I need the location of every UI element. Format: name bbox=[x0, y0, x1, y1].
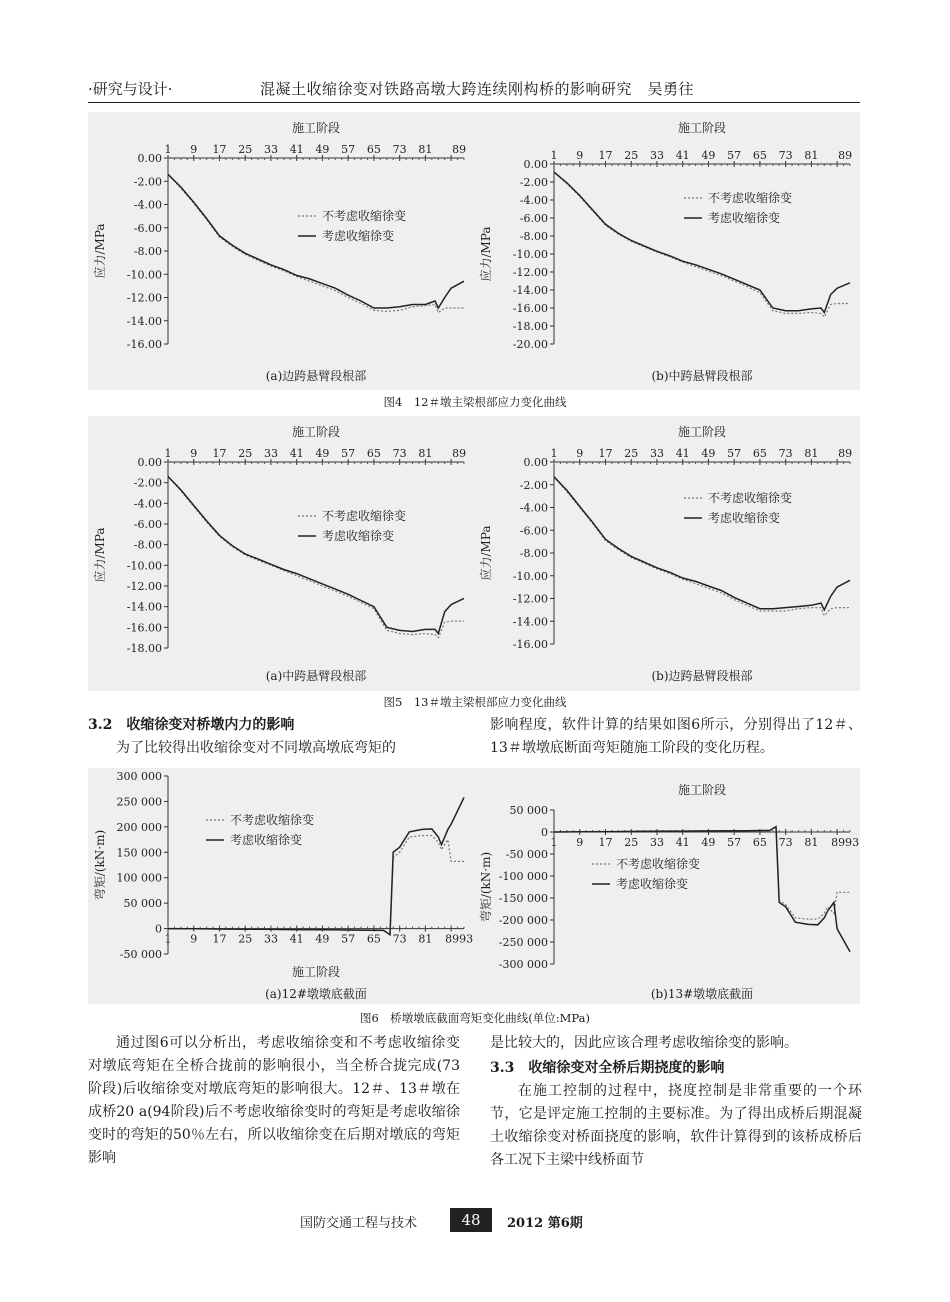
section-3-2-para2-end: 是比较大的，因此应该合理考虑收缩徐变的影响。 bbox=[490, 1035, 798, 1051]
y-tick-label: -4.00 bbox=[519, 194, 548, 207]
y-tick-label: -16.00 bbox=[512, 302, 548, 315]
x-tick-label: 33 bbox=[263, 932, 278, 946]
legend-no-shrink-label: 不考虑收缩徐变 bbox=[322, 509, 407, 523]
legend-shrink-label: 考虑收缩徐变 bbox=[322, 529, 395, 543]
x-tick-label: 17 bbox=[598, 836, 613, 849]
y-tick-label: -12.00 bbox=[126, 291, 162, 305]
y-tick-label: -10.00 bbox=[512, 569, 548, 583]
figure4-caption: 图4 12＃墩主梁根部应力变化曲线 bbox=[383, 395, 567, 409]
y-axis-label: 应力/MPa bbox=[479, 226, 493, 282]
series-shrink-line bbox=[168, 174, 464, 308]
x-tick-label: 73 bbox=[778, 149, 793, 162]
x-tick-label: 73 bbox=[392, 143, 407, 156]
legend-shrink-label: 考虑收缩徐变 bbox=[708, 211, 781, 225]
subfigure-caption: (a)中跨悬臂段根部 bbox=[265, 669, 367, 683]
figure4b-chart bbox=[474, 112, 860, 390]
x-tick-label: 49 bbox=[701, 149, 716, 162]
x-tick-label: 41 bbox=[675, 149, 690, 162]
y-tick-label: -16.00 bbox=[126, 338, 162, 351]
x-tick-label: 17 bbox=[212, 447, 227, 460]
legend-shrink-label: 考虑收缩徐变 bbox=[322, 229, 395, 243]
y-tick-label: 200 000 bbox=[116, 820, 162, 834]
figure4a-chart bbox=[88, 112, 474, 390]
x-tick-label: 73 bbox=[778, 836, 793, 849]
x-tick-label: 25 bbox=[238, 143, 253, 156]
y-tick-label: -100 000 bbox=[498, 870, 548, 883]
x-axis-label: 施工阶段 bbox=[677, 783, 727, 797]
x-tick-label: 17 bbox=[598, 149, 613, 162]
figure4-panel bbox=[88, 112, 860, 390]
x-tick-label: 73 bbox=[392, 447, 407, 460]
legend-no-shrink-label: 不考虑收缩徐变 bbox=[322, 209, 407, 223]
x-axis-label: 施工阶段 bbox=[291, 425, 341, 439]
x-tick-label: 73 bbox=[778, 447, 793, 460]
running-header bbox=[88, 78, 858, 102]
y-tick-label: -14.00 bbox=[126, 600, 162, 614]
x-tick-label: 89 bbox=[838, 447, 853, 460]
y-tick-label: -16.00 bbox=[126, 621, 162, 635]
x-tick-label: 1 bbox=[164, 932, 172, 946]
figure5-panel bbox=[88, 416, 860, 691]
x-tick-label: 25 bbox=[238, 447, 253, 460]
x-tick-label: 8993 bbox=[831, 836, 860, 849]
legend-shrink-label: 考虑收缩徐变 bbox=[708, 511, 781, 525]
y-tick-label: -2.00 bbox=[133, 175, 162, 189]
section-3-2-title: 3.2 收缩徐变对桥墩内力的影响 bbox=[88, 717, 295, 733]
y-tick-label: -10.00 bbox=[512, 248, 548, 261]
x-tick-label: 17 bbox=[212, 932, 227, 946]
x-tick-label: 8993 bbox=[445, 932, 474, 946]
y-tick-label: 0 bbox=[541, 826, 548, 839]
y-tick-label: -300 000 bbox=[498, 958, 548, 971]
y-tick-label: -4.00 bbox=[133, 198, 162, 212]
x-tick-label: 49 bbox=[315, 447, 330, 460]
y-tick-label: -6.00 bbox=[133, 518, 162, 531]
x-tick-label: 81 bbox=[804, 149, 819, 162]
y-tick-label: 250 000 bbox=[116, 795, 162, 809]
x-tick-label: 73 bbox=[392, 932, 407, 946]
x-axis-label: 施工阶段 bbox=[677, 121, 727, 135]
legend-shrink-label: 考虑收缩徐变 bbox=[616, 877, 689, 891]
x-tick-label: 57 bbox=[727, 836, 742, 849]
figure5-caption: 图5 13＃墩主梁根部应力变化曲线 bbox=[383, 695, 567, 709]
section-3-2-para1-a: 为了比较得出收缩徐变对不同墩高墩底弯矩的 bbox=[116, 740, 396, 756]
subfigure-caption: (a)12#墩墩底截面 bbox=[265, 987, 367, 1001]
x-tick-label: 81 bbox=[418, 932, 433, 946]
series-shrink-line bbox=[554, 477, 850, 610]
y-tick-label: -6.00 bbox=[519, 212, 548, 225]
x-tick-label: 33 bbox=[649, 447, 664, 460]
subfigure-caption: (a)边跨悬臂段根部 bbox=[265, 369, 367, 383]
legend-no-shrink-label: 不考虑收缩徐变 bbox=[616, 857, 701, 871]
y-axis-label: 应力/MPa bbox=[93, 527, 107, 583]
x-tick-label: 57 bbox=[341, 447, 356, 460]
y-tick-label: -8.00 bbox=[133, 538, 162, 552]
y-tick-label: 0 bbox=[155, 922, 162, 936]
x-tick-label: 9 bbox=[190, 143, 198, 156]
x-tick-label: 9 bbox=[576, 447, 584, 460]
y-tick-label: -20.00 bbox=[512, 338, 548, 351]
y-tick-label: -250 000 bbox=[498, 936, 548, 949]
y-tick-label: -12.00 bbox=[126, 580, 162, 593]
x-tick-label: 81 bbox=[418, 143, 433, 156]
section-3-2-para1-b: 影响程度，软件计算的结果如图6所示，分别得出了12＃、13＃墩墩底断面弯矩随施工阶段的变化历程。 bbox=[490, 717, 862, 756]
x-tick-label: 41 bbox=[289, 932, 304, 946]
x-tick-label: 1 bbox=[164, 447, 172, 460]
x-tick-label: 33 bbox=[649, 149, 664, 162]
y-tick-label: -4.00 bbox=[133, 497, 162, 511]
x-tick-label: 49 bbox=[315, 932, 330, 946]
y-tick-label: -18.00 bbox=[126, 642, 162, 655]
footer-journal: 国防交通工程与技术 bbox=[300, 1216, 418, 1231]
y-tick-label: 50 000 bbox=[509, 804, 548, 817]
x-tick-label: 57 bbox=[341, 932, 356, 946]
y-tick-label: -14.00 bbox=[512, 284, 548, 297]
y-tick-label: 100 000 bbox=[116, 871, 162, 885]
x-tick-label: 49 bbox=[701, 447, 716, 460]
x-tick-label: 41 bbox=[289, 143, 304, 156]
x-axis-label: 施工阶段 bbox=[291, 121, 341, 135]
x-tick-label: 25 bbox=[624, 836, 639, 849]
header-rule bbox=[88, 102, 860, 103]
y-tick-label: 0.00 bbox=[523, 158, 548, 171]
subfigure-caption: (b)13#墩墩底截面 bbox=[650, 987, 754, 1001]
x-tick-label: 33 bbox=[263, 143, 278, 156]
x-axis-label: 施工阶段 bbox=[291, 965, 341, 979]
y-tick-label: -2.00 bbox=[133, 476, 162, 490]
x-tick-label: 81 bbox=[804, 447, 819, 460]
x-tick-label: 1 bbox=[550, 836, 558, 849]
x-tick-label: 65 bbox=[752, 447, 767, 460]
y-tick-label: -12.00 bbox=[512, 266, 548, 279]
x-tick-label: 17 bbox=[212, 143, 227, 156]
x-tick-label: 41 bbox=[675, 836, 690, 849]
y-tick-label: -4.00 bbox=[519, 501, 548, 515]
series-no-shrink-line bbox=[554, 172, 850, 317]
y-axis-label: 应力/MPa bbox=[479, 525, 493, 581]
x-tick-label: 89 bbox=[452, 143, 467, 156]
y-axis-label: 弯矩/(kN·m) bbox=[93, 829, 107, 901]
section-3-3-title: 3.3 收缩徐变对全桥后期挠度的影响 bbox=[490, 1060, 725, 1076]
x-tick-label: 9 bbox=[576, 149, 584, 162]
figure5b-chart bbox=[474, 416, 860, 691]
x-tick-label: 41 bbox=[675, 447, 690, 460]
y-tick-label: -150 000 bbox=[498, 892, 548, 905]
y-tick-label: 0.00 bbox=[137, 456, 162, 469]
y-tick-label: -50 000 bbox=[505, 848, 548, 861]
y-tick-label: 50 000 bbox=[123, 897, 162, 911]
y-tick-label: -10.00 bbox=[126, 268, 162, 282]
y-tick-label: -14.00 bbox=[512, 615, 548, 629]
x-tick-label: 89 bbox=[452, 447, 467, 460]
y-tick-label: -6.00 bbox=[133, 221, 162, 235]
y-tick-label: 150 000 bbox=[116, 846, 162, 860]
x-tick-label: 65 bbox=[366, 143, 381, 156]
x-tick-label: 1 bbox=[164, 143, 172, 156]
series-no-shrink-line bbox=[168, 477, 464, 638]
y-tick-label: -8.00 bbox=[519, 230, 548, 243]
y-tick-label: -8.00 bbox=[133, 245, 162, 258]
section-3-2-para2: 通过图6可以分析出，考虑收缩徐变和不考虑收缩徐变对墩底弯矩在全桥合拢前的影响很小，当全桥合拢完成(73阶段)后收缩徐变对墩底弯矩的影响很大。12＃、13＃墩在成桥20 a(94阶段)后不考虑收缩徐变时的弯矩是考虑收缩徐变时的弯矩的50％左右，所以收缩徐变在后期对墩底的弯矩影响 bbox=[88, 1035, 460, 1166]
y-tick-label: -14.00 bbox=[126, 314, 162, 328]
series-shrink-line bbox=[168, 477, 464, 634]
y-tick-label: -6.00 bbox=[519, 524, 548, 538]
figure6-caption: 图6 桥墩墩底截面弯矩变化曲线(单位:MPa) bbox=[359, 1011, 590, 1025]
x-tick-label: 25 bbox=[238, 932, 253, 946]
y-tick-label: -2.00 bbox=[519, 478, 548, 492]
x-tick-label: 49 bbox=[701, 836, 716, 849]
legend-no-shrink-label: 不考虑收缩徐变 bbox=[708, 191, 793, 205]
x-tick-label: 57 bbox=[727, 447, 742, 460]
legend-no-shrink-label: 不考虑收缩徐变 bbox=[708, 491, 793, 505]
footer-issue: 2012 第6期 bbox=[507, 1216, 583, 1231]
y-tick-label: -18.00 bbox=[512, 320, 548, 333]
page-number: 48 bbox=[450, 1208, 492, 1232]
y-axis-label: 弯矩/(kN·m) bbox=[479, 851, 493, 923]
x-tick-label: 41 bbox=[289, 447, 304, 460]
y-tick-label: -16.00 bbox=[512, 638, 548, 651]
x-tick-label: 49 bbox=[315, 143, 330, 156]
header-title: 混凝土收缩徐变对铁路高墩大跨连续刚构桥的影响研究 吴勇往 bbox=[260, 80, 695, 98]
x-tick-label: 9 bbox=[576, 836, 584, 849]
y-tick-label: -200 000 bbox=[498, 914, 548, 927]
figure6-panel bbox=[88, 768, 860, 1004]
y-tick-label: 0.00 bbox=[523, 456, 548, 469]
y-tick-label: 0.00 bbox=[137, 152, 162, 165]
x-tick-label: 25 bbox=[624, 447, 639, 460]
x-tick-label: 9 bbox=[190, 932, 198, 946]
legend-no-shrink-label: 不考虑收缩徐变 bbox=[230, 813, 315, 827]
section-3-3-para1: 在施工控制的过程中，挠度控制是非常重要的一个环节，它是评定施工控制的主要标准。为了得出成桥后期混凝土收缩徐变对桥面挠度的影响，软件计算得到的该桥成桥后各工况下主梁中线桥面节 bbox=[490, 1083, 862, 1168]
series-shrink-line bbox=[554, 172, 850, 312]
figure5a-chart bbox=[88, 416, 474, 691]
x-tick-label: 57 bbox=[341, 143, 356, 156]
x-tick-label: 65 bbox=[366, 932, 381, 946]
x-tick-label: 9 bbox=[190, 447, 198, 460]
x-tick-label: 65 bbox=[752, 836, 767, 849]
y-tick-label: -8.00 bbox=[519, 547, 548, 560]
legend-shrink-label: 考虑收缩徐变 bbox=[230, 833, 303, 847]
y-tick-label: -10.00 bbox=[126, 559, 162, 573]
x-tick-label: 81 bbox=[418, 447, 433, 460]
series-no-shrink-line bbox=[168, 836, 464, 935]
x-tick-label: 65 bbox=[752, 149, 767, 162]
x-tick-label: 33 bbox=[649, 836, 664, 849]
x-tick-label: 1 bbox=[550, 149, 558, 162]
figure6a-chart bbox=[88, 768, 474, 1004]
x-tick-label: 1 bbox=[550, 447, 558, 460]
x-tick-label: 65 bbox=[366, 447, 381, 460]
header-category: ·研究与设计· bbox=[88, 80, 173, 98]
y-tick-label: -50 000 bbox=[119, 948, 162, 961]
subfigure-caption: (b)中跨悬臂段根部 bbox=[651, 369, 753, 383]
y-tick-label: -2.00 bbox=[519, 176, 548, 189]
subfigure-caption: (b)边跨悬臂段根部 bbox=[651, 669, 753, 683]
x-tick-label: 89 bbox=[838, 149, 853, 162]
series-no-shrink-line bbox=[168, 174, 464, 312]
x-tick-label: 17 bbox=[598, 447, 613, 460]
x-tick-label: 25 bbox=[624, 149, 639, 162]
y-tick-label: -12.00 bbox=[512, 592, 548, 606]
figure6b-chart bbox=[474, 768, 860, 1004]
x-tick-label: 57 bbox=[727, 149, 742, 162]
x-tick-label: 81 bbox=[804, 836, 819, 849]
x-tick-label: 33 bbox=[263, 447, 278, 460]
series-shrink-line bbox=[168, 797, 464, 934]
x-axis-label: 施工阶段 bbox=[677, 425, 727, 439]
y-tick-label: 300 000 bbox=[116, 770, 162, 783]
y-axis-label: 应力/MPa bbox=[93, 223, 107, 279]
